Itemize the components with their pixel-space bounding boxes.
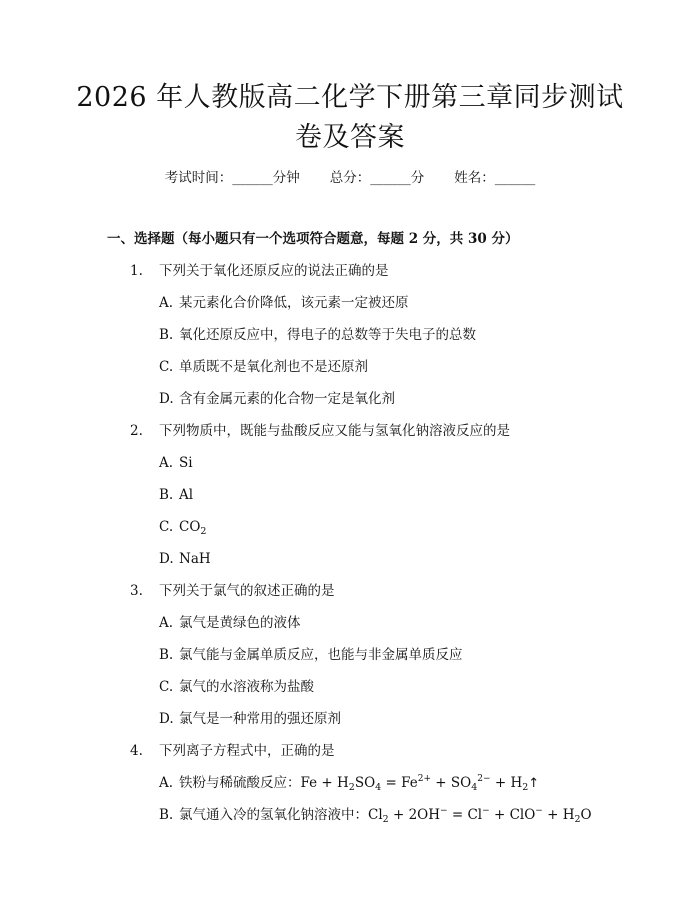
option-text: Si <box>179 455 193 471</box>
option-letter: D. <box>159 711 174 727</box>
eq-part: Cl <box>368 807 383 823</box>
option-prefix: 铁粉与稀硫酸反应： <box>179 775 301 791</box>
exam-name-field: 姓名：______ <box>454 170 536 186</box>
option-letter: B. <box>159 807 174 823</box>
exam-title <box>60 78 640 158</box>
eq-part: + H <box>490 775 523 791</box>
section-heading-choice: 一、选择题（每小题只有一个选项符合题意，每题 2 分，共 30 分） <box>107 231 519 247</box>
subscript: 2 <box>200 526 207 537</box>
q2-option-c <box>159 517 206 537</box>
subscript: 4 <box>471 782 478 793</box>
q2-option-d <box>159 549 211 569</box>
eq-part: + ClO <box>489 807 536 823</box>
option-text: 氯气的水溶液称为盐酸 <box>179 679 314 695</box>
equation <box>301 775 540 791</box>
option-letter: A. <box>159 615 174 631</box>
eq-part: + H <box>542 807 575 823</box>
option-text: 氯气是黄绿色的液体 <box>179 615 301 631</box>
superscript: − <box>482 806 490 816</box>
q4-option-b <box>159 805 592 825</box>
equation <box>368 807 592 823</box>
question-number: 4. <box>130 743 143 759</box>
option-letter: D. <box>159 391 174 407</box>
option-text: 含有金属元素的化合物一定是氧化剂 <box>179 391 395 407</box>
option-letter: C. <box>159 519 174 535</box>
q1-option-c <box>159 357 368 377</box>
eq-part: = Cl <box>447 807 483 823</box>
q3-option-a <box>159 613 301 633</box>
option-text: Al <box>179 487 194 503</box>
option-letter: B. <box>159 647 174 663</box>
superscript: 2− <box>477 774 491 784</box>
subscript: 2 <box>522 782 529 793</box>
q2-option-b <box>159 485 193 505</box>
option-letter: B. <box>159 327 174 343</box>
eq-part: + 2OH <box>388 807 441 823</box>
q3-option-b <box>159 645 463 665</box>
option-text: NaH <box>179 551 211 567</box>
q1-option-b <box>159 325 476 345</box>
option-letter: A. <box>159 455 174 471</box>
eq-part: SO <box>354 775 376 791</box>
gas-arrow-icon: ↑ <box>528 776 540 791</box>
option-text: 氯气能与金属单质反应，也能与非金属单质反应 <box>179 647 463 663</box>
option-text: 单质既不是氧化剂也不是还原剂 <box>179 359 368 375</box>
superscript: − <box>440 806 448 816</box>
eq-part: Fe + H <box>300 775 349 791</box>
option-text: 氧化还原反应中，得电子的总数等于失电子的总数 <box>179 327 476 343</box>
option-text: 氯气是一种常用的强还原剂 <box>179 711 341 727</box>
q3-option-c <box>159 677 314 697</box>
question-number: 1. <box>130 263 143 279</box>
eq-part: + SO <box>431 775 472 791</box>
subscript: 2 <box>574 814 581 825</box>
eq-part: = Fe <box>381 775 418 791</box>
q3-option-d <box>159 709 341 729</box>
exam-title-line-2: 卷及答案 <box>295 122 405 153</box>
superscript: − <box>535 806 543 816</box>
question-text: 下列物质中，既能与盐酸反应又能与氢氧化钠溶液反应的是 <box>159 423 510 439</box>
superscript: 2+ <box>417 774 432 784</box>
option-prefix: 氯气通入冷的氢氧化钠溶液中： <box>179 807 368 823</box>
question-text: 下列关于氧化还原反应的说法正确的是 <box>159 263 389 279</box>
option-letter: C. <box>159 679 174 695</box>
exam-score-field: 总分：______分 <box>329 170 425 186</box>
option-letter: A. <box>159 295 174 311</box>
option-letter: C. <box>159 359 174 375</box>
question-text: 下列关于氯气的叙述正确的是 <box>159 583 335 599</box>
question-number: 3. <box>130 583 143 599</box>
exam-time-field: 考试时间：______分钟 <box>164 170 300 186</box>
option-letter: D. <box>159 551 174 567</box>
option-text: 某元素化合价降低，该元素一定被还原 <box>179 295 409 311</box>
question-number: 2. <box>130 423 143 439</box>
option-letter: B. <box>159 487 174 503</box>
exam-meta <box>0 168 700 188</box>
subscript: 2 <box>348 782 355 793</box>
option-letter: A. <box>159 775 174 791</box>
q4-option-a <box>159 773 539 794</box>
subscript: 4 <box>375 782 382 793</box>
exam-title-line-1: 2026 年人教版高二化学下册第三章同步测试 <box>76 82 624 113</box>
q2-option-a <box>159 453 193 473</box>
question-text: 下列离子方程式中，正确的是 <box>159 743 335 759</box>
eq-part: O <box>580 807 592 823</box>
option-text: CO <box>179 519 201 535</box>
q1-option-a <box>159 293 409 313</box>
q1-option-d <box>159 389 395 409</box>
subscript: 2 <box>382 814 389 825</box>
